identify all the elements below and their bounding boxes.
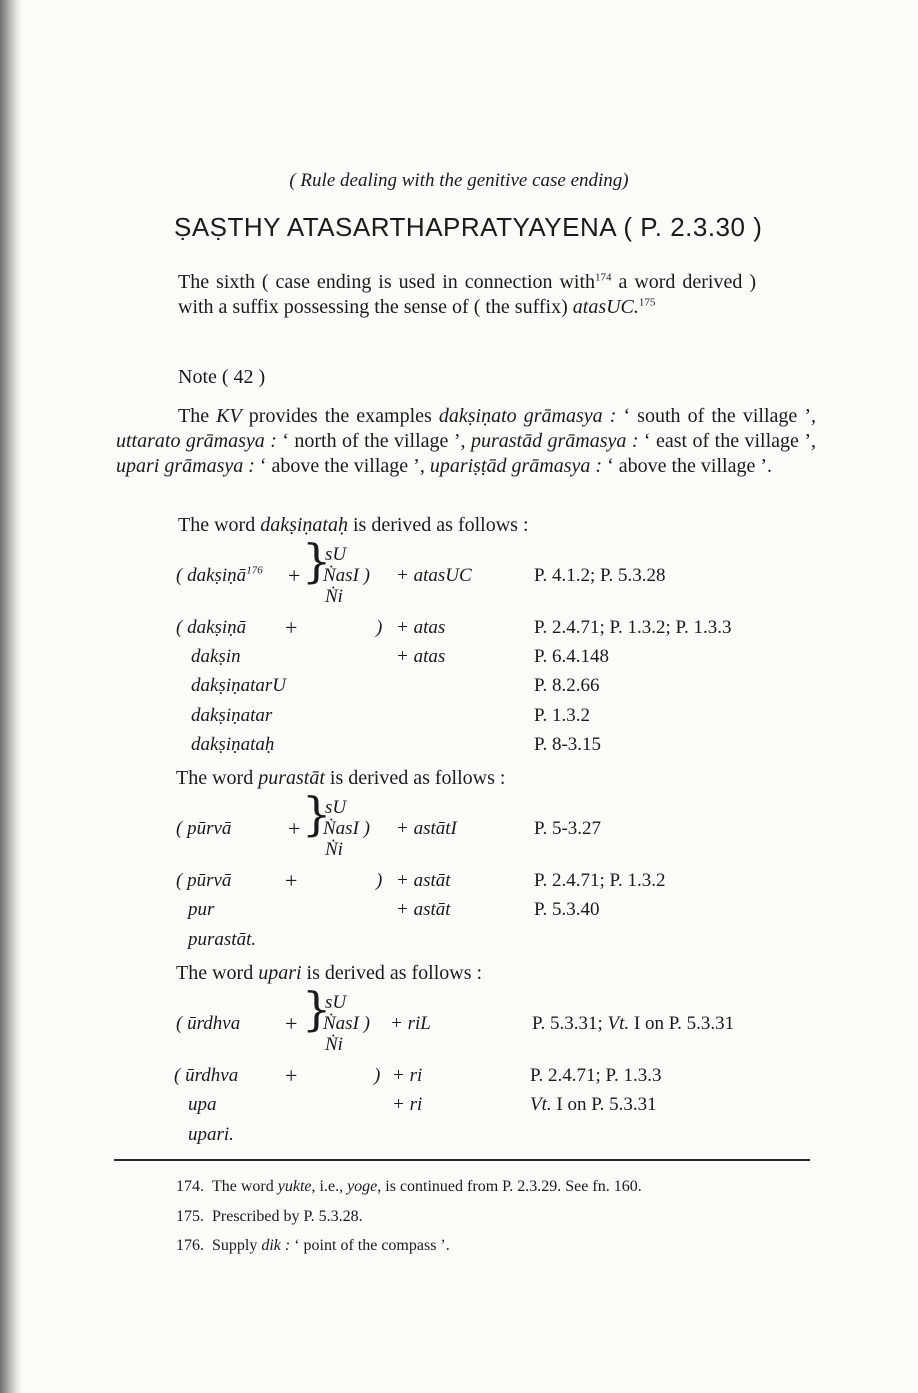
plus-sign: +	[285, 615, 298, 640]
derivation-step: purastāt.	[188, 929, 257, 950]
plus-sign: +	[285, 868, 298, 893]
derivation-step: upa	[188, 1094, 217, 1115]
suffix: + atasUC	[396, 565, 472, 586]
derivation-step: upari.	[188, 1124, 234, 1145]
panini-reference: P. 2.4.71; P. 1.3.3	[530, 1065, 662, 1086]
case-brace: }	[302, 982, 332, 1036]
suffix: + astāt	[396, 899, 451, 920]
derivation-intro-3: The word upari is derived as follows :	[176, 962, 483, 984]
derivation-step: pur	[188, 899, 215, 920]
plus-sign: +	[285, 1063, 298, 1088]
panini-reference: P. 5.3.40	[534, 899, 600, 920]
derivation-base: ( dakṣiṇā$^{176}$	[176, 564, 263, 586]
derivation-base: ( pūrvā	[176, 818, 232, 839]
page-caption: ( Rule dealing with the genitive case ending)	[289, 170, 629, 191]
scan-edge	[0, 0, 22, 1393]
case-brace: }	[302, 534, 332, 588]
derivation-step: dakṣin	[191, 646, 241, 667]
footnote-175: 175. Prescribed by P. 5.3.28.	[176, 1208, 363, 1225]
derivation-step: dakṣiṇataḥ	[191, 734, 275, 755]
sutra-title: ṢAṢTHY ATASARTHAPRATYAYENA ( P. 2.3.30 )	[174, 212, 763, 242]
panini-reference: Vt. I on P. 5.3.31	[530, 1094, 657, 1115]
derivation-base: ( ūrdhva	[176, 1013, 241, 1034]
suffix: + ri	[392, 1065, 423, 1086]
derivation-intro-2: The word purastāt is derived as follows :	[176, 767, 506, 789]
suffix: + astāt	[396, 870, 451, 891]
footnote-176: 176. Supply dik : ‘ point of the compass ’.	[176, 1237, 450, 1254]
close-paren: )	[376, 870, 383, 891]
footnote-ref-176[interactable]: 176	[246, 564, 263, 577]
panini-reference: P. 1.3.2	[534, 705, 590, 726]
suffix: + astātI	[396, 818, 457, 839]
footnote-rule	[114, 1159, 810, 1161]
footnote-ref-174[interactable]: 174	[595, 271, 612, 284]
panini-reference: P. 8-3.15	[534, 734, 602, 755]
panini-reference: P. 6.4.148	[534, 646, 609, 667]
panini-reference: P. 2.4.71; P. 1.3.2	[534, 870, 666, 891]
panini-reference: P. 5.3.31; Vt. I on P. 5.3.31	[532, 1013, 735, 1034]
footnote-174: 174. The word yukte, i.e., yoge, is continued from P. 2.3.29. See fn. 160.	[176, 1178, 642, 1195]
close-paren: )	[376, 617, 383, 638]
plus-sign: +	[288, 816, 301, 841]
suffix: + ri	[392, 1094, 423, 1115]
plus-sign: +	[288, 563, 301, 588]
derivation-step: dakṣiṇatar	[191, 705, 273, 726]
case-ending-nasi: ṄasI )	[323, 818, 370, 839]
panini-reference: P. 4.1.2; P. 5.3.28	[534, 565, 666, 586]
case-ending-ni: Ṅi	[325, 839, 343, 860]
derivation-step: dakṣiṇatarU	[191, 675, 286, 696]
derivation-step: ( dakṣiṇā	[176, 617, 247, 638]
footnote-ref-175[interactable]: 175	[638, 296, 656, 309]
plus-sign: +	[285, 1011, 298, 1036]
sutra-translation: The sixth ( case ending is used in connection with$^{174}$ a word derived ) with a suffix possessing the sense of ( the suffix) atasUC.$^{175}$	[178, 271, 756, 318]
derivation-step: ( pūrvā	[176, 870, 232, 891]
case-ending-ni: Ṅi	[325, 586, 343, 607]
note-label: Note ( 42 )	[178, 366, 266, 388]
panini-reference: P. 8.2.66	[534, 675, 600, 696]
note-paragraph: The KV provides the examples dakṣiṇato grāmasya : ‘ south of the village ’, uttarato grāmasya : ‘ north of the village ’, purastād grāmasya : ‘ east of the village ’, upari grāmasya : ‘ above the village ’, upariṣṭād grāmasya : ‘ above the village ’.	[116, 405, 817, 477]
panini-reference: P. 2.4.71; P. 1.3.2; P. 1.3.3	[534, 617, 732, 638]
derivation-intro-1: The word dakṣiṇataḥ is derived as follows :	[178, 514, 529, 536]
close-paren: )	[374, 1065, 381, 1086]
panini-reference: P. 5-3.27	[534, 818, 602, 839]
suffix: + atas	[396, 646, 446, 667]
case-ending-su: sU	[325, 992, 347, 1013]
case-brace: }	[302, 787, 332, 841]
case-ending-nasi: ṄasI )	[323, 565, 370, 586]
case-ending-su: sU	[325, 797, 347, 818]
case-ending-nasi: ṄasI )	[323, 1013, 370, 1034]
suffix: + atas	[396, 617, 446, 638]
case-ending-ni: Ṅi	[325, 1034, 343, 1055]
suffix: + riL	[390, 1013, 431, 1034]
derivation-step: ( ūrdhva	[174, 1065, 239, 1086]
case-ending-su: sU	[325, 544, 347, 565]
